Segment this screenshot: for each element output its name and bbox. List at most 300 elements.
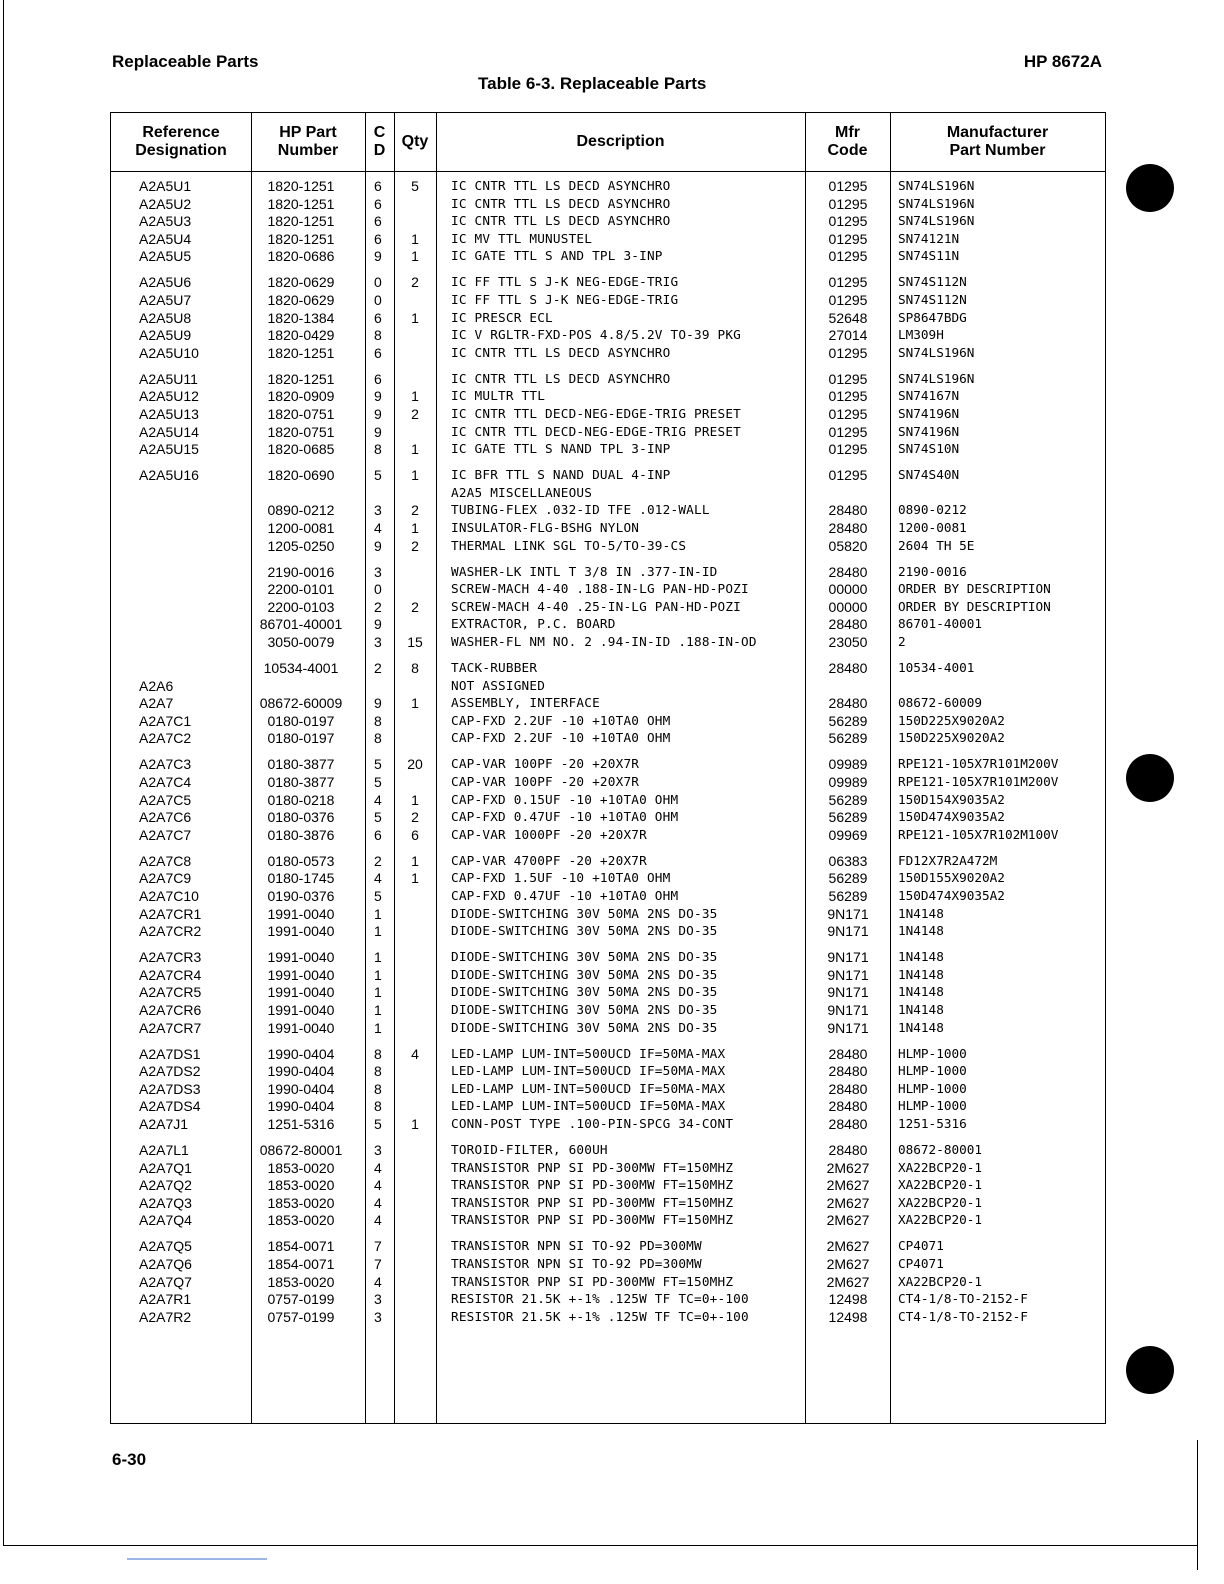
cd-cell: 0 <box>374 581 382 598</box>
part-number-cell: 1991-0040 <box>267 949 335 966</box>
mfr-part-cell: RPE121-105X7R102M100V <box>898 826 1059 842</box>
description-cell: IC MV TTL MUNUSTEL <box>451 230 593 246</box>
description-cell: CAP-FXD 0.47UF -10 +10TA0 OHM <box>451 888 679 903</box>
mfr-part-cell: 2604 TH 5E <box>898 537 975 553</box>
description-cell: IC CNTR TTL DECD-NEG-EDGE-TRIG PRESET <box>451 423 742 439</box>
cd-cell: 6 <box>374 230 382 247</box>
ref-cell: A2A5U1 <box>139 178 192 194</box>
qty-cell: 1 <box>411 467 419 484</box>
ref-cell: A2A5U4 <box>139 230 192 247</box>
ref-cell: A2A7Q2 <box>139 1177 192 1194</box>
cd-cell: 9 <box>374 537 382 554</box>
table-row <box>111 677 1105 695</box>
qty-cell: 1 <box>411 852 419 869</box>
description-cell: THERMAL LINK SGL TO-5/TO-39-CS <box>451 537 687 553</box>
col-header-description: Description <box>576 133 665 150</box>
table-row <box>111 563 1105 581</box>
qty-cell: 1 <box>411 441 419 458</box>
part-number-cell: 1205-0250 <box>267 537 335 554</box>
qty-cell: 15 <box>407 634 423 650</box>
mfr-code-cell: 9N171 <box>827 1019 869 1036</box>
table-row <box>111 195 1105 213</box>
scan-edge <box>3 0 4 1545</box>
table-row <box>111 869 1105 887</box>
mfr-code-cell: 2M627 <box>826 1212 870 1229</box>
cd-cell: 7 <box>374 1238 382 1255</box>
part-number-cell: 1820-0690 <box>267 467 335 484</box>
mfr-code-cell: 01295 <box>828 292 868 308</box>
mfr-code-cell: 01295 <box>828 248 868 265</box>
part-number-cell: 0757-0199 <box>267 1291 335 1308</box>
description-cell: CAP-VAR 100PF -20 +20X7R <box>451 756 640 772</box>
table-row <box>111 1141 1105 1159</box>
table-row <box>111 712 1105 730</box>
description-cell: LED-LAMP LUM-INT=500UCD IF=50MA-MAX <box>451 1045 726 1061</box>
part-number-cell: 1990-0404 <box>267 1045 335 1062</box>
header-divider <box>111 171 1105 172</box>
description-cell: IC CNTR TTL LS DECD ASYNCHRO <box>451 344 671 360</box>
ref-cell: A2A5U3 <box>139 213 192 230</box>
table-row <box>111 484 1105 502</box>
description-cell: LED-LAMP LUM-INT=500UCD IF=50MA-MAX <box>451 1098 726 1114</box>
mfr-code-cell: 01295 <box>828 388 868 405</box>
description-cell: TACK-RUBBER <box>451 660 538 675</box>
description-cell: TRANSISTOR PNP SI PD-300MW FT=150MHZ <box>451 1273 734 1289</box>
part-number-cell: 1820-1384 <box>267 309 335 326</box>
cd-cell: 1 <box>374 905 382 922</box>
col-header-reference: Reference Designation <box>135 124 227 159</box>
description-cell: NOT ASSIGNED <box>451 677 546 693</box>
ref-cell: A2A5U9 <box>139 327 192 344</box>
mfr-code-cell: 01295 <box>828 406 868 422</box>
mfr-part-cell: ORDER BY DESCRIPTION <box>898 581 1051 597</box>
qty-cell: 4 <box>411 1045 419 1062</box>
col-header-mfr-code: Mfr Code <box>827 124 868 159</box>
cd-cell: 9 <box>374 695 382 712</box>
cd-cell: 9 <box>374 406 382 422</box>
description-cell: IC FF TTL S J-K NEG-EDGE-TRIG <box>451 274 679 290</box>
mfr-part-cell: 150D225X9020A2 <box>898 730 1005 746</box>
table-row <box>111 1062 1105 1080</box>
ref-cell: A2A5U13 <box>139 406 199 422</box>
table-row <box>111 1308 1105 1326</box>
mfr-part-cell: CT4-1/8-TO-2152-F <box>898 1291 1028 1307</box>
ref-cell: A2A7C2 <box>139 730 192 747</box>
mfr-part-cell: 1N4148 <box>898 1019 944 1035</box>
part-number-cell: 0180-0218 <box>267 791 335 808</box>
cd-cell: 4 <box>374 1273 382 1290</box>
cd-cell: 3 <box>374 634 382 650</box>
mfr-code-cell: 2M627 <box>826 1177 870 1194</box>
description-cell: RESISTOR 21.5K +-1% .125W TF TC=0+-100 <box>451 1291 749 1307</box>
qty-cell: 2 <box>411 502 419 519</box>
table-row <box>111 615 1105 633</box>
mfr-part-cell: 1N4148 <box>898 923 944 939</box>
mfr-part-cell: 1N4148 <box>898 949 944 965</box>
cd-cell: 7 <box>374 1256 382 1272</box>
mfr-part-cell: XA22BCP20-1 <box>898 1212 983 1228</box>
mfr-part-cell: 1N4148 <box>898 984 944 1000</box>
cd-cell: 8 <box>374 730 382 747</box>
mfr-part-cell: 1200-0081 <box>898 520 967 535</box>
mfr-part-cell: XA22BCP20-1 <box>898 1194 983 1210</box>
mfr-code-cell: 28480 <box>828 1080 868 1097</box>
part-number-cell: 08672-60009 <box>259 695 343 712</box>
table-row <box>111 1194 1105 1212</box>
description-cell: ASSEMBLY, INTERFACE <box>451 695 600 711</box>
ref-cell: A2A7CR1 <box>139 905 202 922</box>
scan-edge <box>1197 1440 1198 1570</box>
part-number-cell: 1820-1251 <box>267 178 335 194</box>
mfr-part-cell: XA22BCP20-1 <box>898 1273 983 1289</box>
mfr-part-cell: 08672-80001 <box>898 1142 983 1157</box>
ref-cell: A2A5U6 <box>139 274 192 291</box>
cd-cell: 1 <box>374 1019 382 1036</box>
binder-hole <box>1126 164 1174 212</box>
description-cell: IC CNTR TTL LS DECD ASYNCHRO <box>451 370 671 386</box>
cd-cell: 1 <box>374 966 382 983</box>
mfr-part-cell: 150D155X9020A2 <box>898 870 1005 886</box>
description-cell: IC GATE TTL S NAND TPL 3-INP <box>451 441 671 457</box>
cd-cell: 2 <box>374 660 382 676</box>
table-row <box>111 598 1105 616</box>
description-cell: LED-LAMP LUM-INT=500UCD IF=50MA-MAX <box>451 1063 726 1079</box>
ref-cell: A2A7Q1 <box>139 1159 192 1176</box>
mfr-code-cell: 56289 <box>828 870 868 887</box>
cd-cell: 4 <box>374 1159 382 1176</box>
description-cell: IC PRESCR ECL <box>451 309 553 325</box>
table-row <box>111 230 1105 248</box>
mfr-code-cell: 2M627 <box>826 1256 870 1272</box>
mfr-code-cell: 2M627 <box>826 1238 870 1255</box>
cd-cell: 8 <box>374 1045 382 1062</box>
cd-cell: 5 <box>374 809 382 826</box>
parts-table <box>110 112 1106 1424</box>
cd-cell: 6 <box>374 309 382 326</box>
cd-cell: 3 <box>374 1291 382 1308</box>
part-number-cell: 1820-0629 <box>267 274 335 291</box>
part-number-cell: 1854-0071 <box>267 1238 335 1255</box>
mfr-part-cell: SN74167N <box>898 388 960 404</box>
qty-cell: 1 <box>411 520 419 536</box>
mfr-code-cell: 52648 <box>828 309 868 326</box>
qty-cell: 2 <box>411 537 419 554</box>
table-row <box>111 905 1105 923</box>
part-number-cell: 1990-0404 <box>267 1080 335 1097</box>
part-number-cell: 0890-0212 <box>267 502 335 519</box>
part-number-cell: 1200-0081 <box>267 520 335 536</box>
description-cell: WASHER-LK INTL T 3/8 IN .377-IN-ID <box>451 563 718 579</box>
mfr-code-cell: 09989 <box>828 774 868 790</box>
mfr-code-cell: 01295 <box>828 423 868 440</box>
mfr-part-cell: 1N4148 <box>898 966 944 982</box>
part-number-cell: 08672-80001 <box>259 1142 343 1158</box>
mfr-part-cell: SN74121N <box>898 230 960 246</box>
cd-cell: 6 <box>374 213 382 230</box>
part-number-cell: 1990-0404 <box>267 1098 335 1115</box>
mfr-part-cell: HLMP-1000 <box>898 1080 967 1096</box>
qty-cell: 1 <box>411 870 419 887</box>
mfr-code-cell: 56289 <box>828 712 868 729</box>
ref-cell: A2A7CR3 <box>139 949 202 966</box>
table-row <box>111 1080 1105 1098</box>
binder-hole <box>1126 754 1174 802</box>
mfr-code-cell: 01295 <box>828 344 868 361</box>
table-row <box>111 887 1105 905</box>
description-cell: CAP-FXD 2.2UF -10 +10TA0 OHM <box>451 712 671 728</box>
description-cell: CAP-VAR 4700PF -20 +20X7R <box>451 852 647 868</box>
table-row <box>111 423 1105 441</box>
mfr-code-cell: 28480 <box>828 695 868 712</box>
mfr-part-cell: SN74LS196N <box>898 344 975 360</box>
table-row <box>111 537 1105 555</box>
table-row <box>111 826 1105 844</box>
binder-hole <box>1126 1346 1174 1394</box>
mfr-part-cell: 150D474X9035A2 <box>898 888 1005 903</box>
part-number-cell: 1854-0071 <box>267 1256 335 1272</box>
description-cell: A2A5 MISCELLANEOUS <box>451 484 593 500</box>
part-number-cell: 1251-5316 <box>267 1116 335 1132</box>
mfr-code-cell: 56289 <box>828 791 868 808</box>
mfr-code-cell: 01295 <box>828 195 868 212</box>
ref-cell: A2A5U5 <box>139 248 192 265</box>
ref-cell: A2A5U16 <box>139 467 199 484</box>
mfr-part-cell: HLMP-1000 <box>898 1098 967 1114</box>
section-title: Replaceable Parts <box>112 52 259 71</box>
ref-cell: A2A5U15 <box>139 441 199 458</box>
cd-cell: 9 <box>374 616 382 633</box>
cd-cell: 5 <box>374 1116 382 1132</box>
ref-cell: A2A5U2 <box>139 195 192 212</box>
table-row <box>111 1045 1105 1063</box>
ref-cell: A2A7C7 <box>139 826 192 843</box>
scan-edge <box>3 1545 1197 1546</box>
cd-cell: 4 <box>374 1194 382 1211</box>
part-number-cell: 3050-0079 <box>267 634 335 650</box>
ref-cell: A2A7CR7 <box>139 1019 202 1036</box>
ref-cell: A2A7C9 <box>139 870 192 887</box>
part-number-cell: 1820-1251 <box>267 230 335 247</box>
mfr-code-cell: 28480 <box>828 1098 868 1115</box>
mfr-code-cell: 12498 <box>828 1308 868 1325</box>
ref-cell: A2A7DS2 <box>139 1063 201 1080</box>
mfr-code-cell: 56289 <box>828 730 868 747</box>
cd-cell: 4 <box>374 870 382 887</box>
mfr-code-cell: 28480 <box>828 616 868 633</box>
description-cell: IC MULTR TTL <box>451 388 546 404</box>
part-number-cell: 1820-0751 <box>267 423 335 440</box>
part-number-cell: 0180-1745 <box>267 870 335 887</box>
mfr-part-cell: RPE121-105X7R101M200V <box>898 774 1059 789</box>
description-cell: CAP-FXD 0.15UF -10 +10TA0 OHM <box>451 791 679 807</box>
mfr-part-cell: FD12X7R2A472M <box>898 852 998 868</box>
qty-cell: 1 <box>411 388 419 405</box>
ref-cell: A2A7CR4 <box>139 966 202 983</box>
table-row <box>111 808 1105 826</box>
mfr-part-cell: SN74S40N <box>898 467 960 483</box>
mfr-part-cell: XA22BCP20-1 <box>898 1159 983 1175</box>
cd-cell: 0 <box>374 292 382 308</box>
description-cell: IC GATE TTL S AND TPL 3-INP <box>451 248 663 264</box>
cd-cell: 3 <box>374 563 382 580</box>
mfr-part-cell: 10534-4001 <box>898 660 975 675</box>
description-cell: INSULATOR-FLG-BSHG NYLON <box>451 520 640 535</box>
cd-cell: 3 <box>374 1308 382 1325</box>
description-cell: TUBING-FLEX .032-ID TFE .012-WALL <box>451 502 710 518</box>
ref-cell: A2A7R2 <box>139 1308 192 1325</box>
part-number-cell: 0180-0197 <box>267 712 335 729</box>
cd-cell: 0 <box>374 274 382 291</box>
mfr-code-cell: 28480 <box>828 563 868 580</box>
mfr-part-cell: SN74LS196N <box>898 178 975 193</box>
table-row <box>111 1273 1105 1291</box>
description-cell: DIODE-SWITCHING 30V 50MA 2NS DO-35 <box>451 1019 718 1035</box>
description-cell: IC V RGLTR-FXD-POS 4.8/5.2V TO-39 PKG <box>451 327 742 343</box>
table-row <box>111 501 1105 519</box>
mfr-code-cell: 00000 <box>828 598 868 615</box>
description-cell: TRANSISTOR PNP SI PD-300MW FT=150MHZ <box>451 1177 734 1193</box>
mfr-code-cell: 2M627 <box>826 1273 870 1290</box>
description-cell: SCREW-MACH 4-40 .25-IN-LG PAN-HD-POZI <box>451 598 742 614</box>
part-number-cell: 2200-0103 <box>267 598 335 615</box>
qty-cell: 1 <box>411 695 419 712</box>
mfr-code-cell: 05820 <box>828 537 868 554</box>
part-number-cell: 1820-0429 <box>267 327 335 344</box>
description-cell: TRANSISTOR PNP SI PD-300MW FT=150MHZ <box>451 1212 734 1228</box>
description-cell: TRANSISTOR PNP SI PD-300MW FT=150MHZ <box>451 1194 734 1210</box>
mfr-code-cell: 12498 <box>828 1291 868 1308</box>
cd-cell: 3 <box>374 1142 382 1158</box>
description-cell: CAP-FXD 0.47UF -10 +10TA0 OHM <box>451 809 679 825</box>
mfr-code-cell: 01295 <box>828 467 868 484</box>
cd-cell: 2 <box>374 852 382 869</box>
ref-cell: A2A7C5 <box>139 791 192 808</box>
description-cell: IC CNTR TTL LS DECD ASYNCHRO <box>451 178 671 193</box>
table-row <box>111 344 1105 362</box>
ref-cell: A2A7CR5 <box>139 984 202 1001</box>
description-cell: TRANSISTOR NPN SI TO-92 PD=300MW <box>451 1256 702 1271</box>
description-cell: IC CNTR TTL LS DECD ASYNCHRO <box>451 213 671 229</box>
table-row <box>111 1290 1105 1308</box>
scan-artifact <box>127 1558 267 1560</box>
ref-cell: A2A7J1 <box>139 1116 189 1132</box>
part-number-cell: 1853-0020 <box>267 1194 335 1211</box>
part-number-cell: 1820-1251 <box>267 344 335 361</box>
ref-cell: A2A7CR6 <box>139 1002 202 1018</box>
mfr-code-cell: 2M627 <box>826 1159 870 1176</box>
cd-cell: 4 <box>374 1177 382 1194</box>
mfr-code-cell: 9N171 <box>827 949 869 966</box>
qty-cell: 2 <box>411 406 419 422</box>
part-number-cell: 0180-3877 <box>267 756 335 773</box>
qty-cell: 5 <box>411 178 419 194</box>
cd-cell: 1 <box>374 949 382 966</box>
mfr-code-cell: 9N171 <box>827 984 869 1001</box>
table-row <box>111 791 1105 809</box>
description-cell: DIODE-SWITCHING 30V 50MA 2NS DO-35 <box>451 949 718 965</box>
part-number-cell: 1820-0685 <box>267 441 335 458</box>
mfr-code-cell: 23050 <box>828 634 868 650</box>
ref-cell: A2A7C10 <box>139 888 199 904</box>
mfr-part-cell: SN74LS196N <box>898 195 975 211</box>
description-cell: RESISTOR 21.5K +-1% .125W TF TC=0+-100 <box>451 1308 749 1324</box>
description-cell: WASHER-FL NM NO. 2 .94-IN-ID .188-IN-OD <box>451 634 757 649</box>
mfr-part-cell: SN74S112N <box>898 292 967 307</box>
table-row <box>111 1159 1105 1177</box>
mfr-code-cell: 09989 <box>828 756 868 773</box>
cd-cell: 6 <box>374 344 382 361</box>
cd-cell: 9 <box>374 423 382 440</box>
cd-cell: 6 <box>374 178 382 194</box>
mfr-part-cell: CT4-1/8-TO-2152-F <box>898 1308 1028 1324</box>
mfr-code-cell: 28480 <box>828 1063 868 1080</box>
part-number-cell: 1820-0629 <box>267 292 335 308</box>
part-number-cell: 1991-0040 <box>267 1002 335 1018</box>
cd-cell: 8 <box>374 441 382 458</box>
description-cell: CAP-VAR 100PF -20 +20X7R <box>451 774 640 789</box>
part-number-cell: 1991-0040 <box>267 984 335 1001</box>
table-row <box>111 466 1105 484</box>
cd-cell: 4 <box>374 520 382 536</box>
part-number-cell: 0180-0197 <box>267 730 335 747</box>
description-cell: LED-LAMP LUM-INT=500UCD IF=50MA-MAX <box>451 1080 726 1096</box>
cd-cell: 1 <box>374 984 382 1001</box>
mfr-part-cell: ORDER BY DESCRIPTION <box>898 598 1051 614</box>
col-header-qty: Qty <box>401 133 429 150</box>
ref-cell: A2A7Q5 <box>139 1238 192 1255</box>
mfr-part-cell: RPE121-105X7R101M200V <box>898 756 1059 772</box>
mfr-code-cell: 06383 <box>828 852 868 869</box>
ref-cell: A2A7DS3 <box>139 1080 201 1097</box>
qty-cell: 2 <box>411 598 419 615</box>
qty-cell: 2 <box>411 274 419 291</box>
description-cell: TOROID-FILTER, 600UH <box>451 1142 608 1157</box>
description-cell: DIODE-SWITCHING 30V 50MA 2NS DO-35 <box>451 984 718 1000</box>
ref-cell: A2A7R1 <box>139 1291 192 1308</box>
page-number: 6-30 <box>112 1450 147 1469</box>
mfr-code-cell: 00000 <box>828 581 868 598</box>
ref-cell: A2A7C8 <box>139 852 192 869</box>
mfr-part-cell: SN74S11N <box>898 248 960 264</box>
description-cell: DIODE-SWITCHING 30V 50MA 2NS DO-35 <box>451 905 718 921</box>
col-header-cd: C D <box>373 124 386 159</box>
part-number-cell: 1820-1251 <box>267 370 335 387</box>
ref-cell: A2A7Q3 <box>139 1194 192 1211</box>
mfr-part-cell: HLMP-1000 <box>898 1063 967 1079</box>
mfr-part-cell: 1251-5316 <box>898 1116 967 1131</box>
mfr-code-cell: 28480 <box>828 502 868 519</box>
mfr-code-cell: 09969 <box>828 826 868 843</box>
mfr-code-cell: 01295 <box>828 178 868 194</box>
mfr-part-cell: SN74196N <box>898 406 960 421</box>
cd-cell: 9 <box>374 248 382 265</box>
cd-cell: 4 <box>374 1212 382 1229</box>
mfr-part-cell: CP4071 <box>898 1238 944 1254</box>
ref-cell: A2A7Q7 <box>139 1273 192 1290</box>
table-row <box>111 212 1105 230</box>
cd-cell: 5 <box>374 467 382 484</box>
table-row <box>111 922 1105 940</box>
mfr-part-cell: 150D225X9020A2 <box>898 712 1005 728</box>
part-number-cell: 1820-0751 <box>267 406 335 422</box>
mfr-part-cell: LM309H <box>898 327 944 343</box>
description-cell: SCREW-MACH 4-40 .188-IN-LG PAN-HD-POZI <box>451 581 749 597</box>
cd-cell: 8 <box>374 1063 382 1080</box>
mfr-code-cell: 01295 <box>828 370 868 387</box>
description-cell: TRANSISTOR PNP SI PD-300MW FT=150MHZ <box>451 1159 734 1175</box>
table-row <box>111 948 1105 966</box>
table-row <box>111 983 1105 1001</box>
